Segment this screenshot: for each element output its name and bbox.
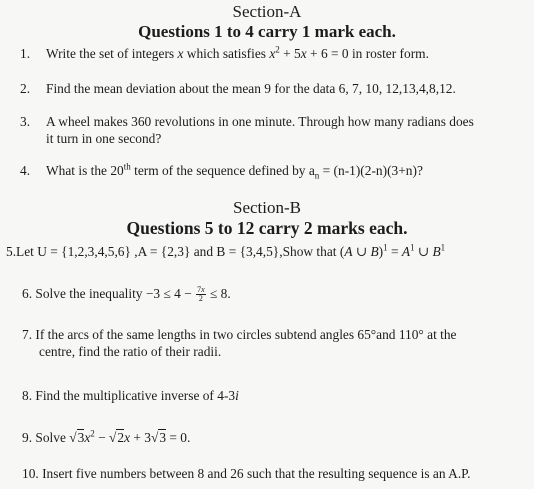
question-text: centre, find the ratio of their radii. (39, 344, 222, 359)
question-text: it turn in one second? (46, 131, 162, 146)
question-text: 7. If the arcs of the same lengths in two circles subtend angles 65°and 110° at the (22, 327, 457, 342)
equation: $x^2 + 5x + 6 = 0$ (269, 44, 349, 61)
equation: (A ∪ $B)^1 = A^1$ ∪ $B^1$ (339, 242, 446, 259)
question-text: Find the mean deviation about the mean 9 for the data 6, 7, 10, 12,13,4,8,12. (46, 81, 456, 96)
question-8 (22, 387, 239, 404)
question-1 (20, 45, 429, 62)
question-number: 3. (20, 114, 31, 129)
inequality: −3 ≤ 4 − $\frac{7x}{2}$ ≤ 8. (145, 285, 231, 304)
question-text: What is the 20 (46, 163, 124, 178)
question-text: in roster form. (348, 46, 429, 61)
question-text: 10. Insert five numbers between 8 and 26 such that the resulting sequence is an A.P. (22, 466, 471, 481)
question-text: which satisfies (183, 46, 270, 61)
question-number: 2. (20, 81, 31, 96)
subscript: n (314, 170, 320, 181)
question-text: 5.Let U = {1,2,3,4,5,6} ,A = {2,3} and B = {3,4,5},Show that (6, 244, 340, 259)
equation: $√3x^2 - √2x + 3√3 = 0$. (69, 428, 191, 445)
question-10 (22, 465, 470, 482)
section-b-subtitle: Questions 5 to 12 carry 2 marks each. (126, 218, 408, 238)
variable-i: i (235, 388, 239, 403)
question-text: term of the sequence defined by a (130, 163, 315, 178)
question-6 (22, 285, 231, 303)
variable-x: x (177, 46, 184, 61)
question-5 (6, 243, 445, 260)
question-text: 8. Find the multiplicative inverse of 4-3 (22, 388, 236, 403)
section-a-title: Section-A (232, 2, 302, 21)
question-3 (20, 113, 474, 147)
question-number: 4. (20, 163, 31, 178)
question-text: A wheel makes 360 revolutions in one minute. Through how many radians does (46, 114, 474, 129)
question-9 (22, 429, 190, 446)
section-b-title: Section-B (233, 198, 301, 217)
question-text: = (n-1)(2-n)(3+n)? (319, 163, 423, 178)
question-7 (22, 326, 457, 360)
superscript: th (123, 161, 131, 172)
question-text: Write the set of integers (46, 46, 178, 61)
question-2 (20, 80, 456, 97)
question-4 (20, 162, 423, 179)
question-number: 1. (20, 46, 31, 61)
question-text: 6. Solve the inequality (22, 286, 146, 301)
section-a-subtitle: Questions 1 to 4 carry 1 mark each. (138, 22, 396, 41)
question-text: 9. Solve (22, 430, 70, 445)
